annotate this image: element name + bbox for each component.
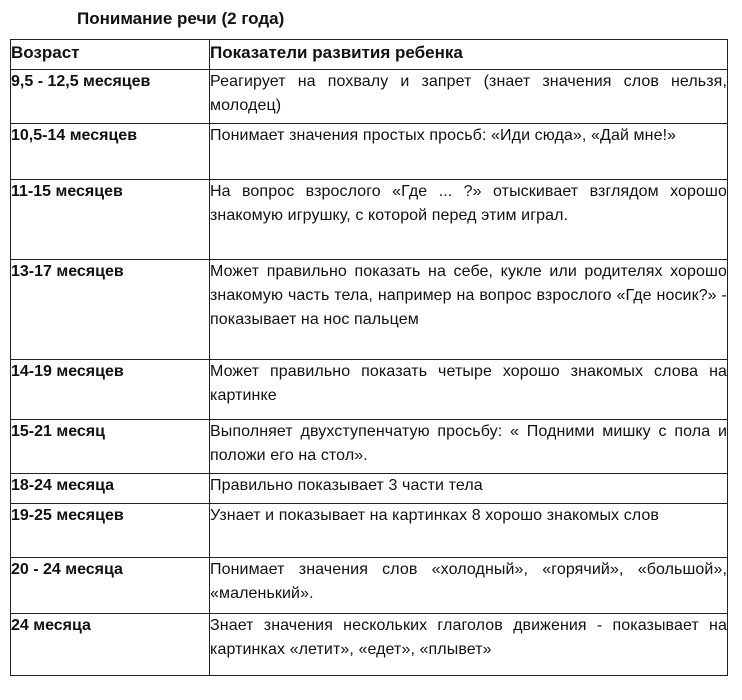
row-description: Понимает значения слов «холодный», «горячий», «большой», «маленький». [210,558,728,614]
row-age: 10,5-14 месяцев [11,124,210,180]
row-description: Правильно показывает 3 части тела [210,474,728,504]
row-description: Знает значения нескольких глаголов движения - показывает на картинках «летит», «едет», «плывет» [210,614,728,676]
row-age: 11-15 месяцев [11,180,210,260]
row-age: 24 месяца [11,614,210,676]
header-indicators: Показатели развития ребенка [210,40,728,70]
row-description: На вопрос взрослого «Где ... ?» отыскивает взглядом хорошо знакомую игрушку, с которой перед этим играл. [210,180,728,260]
table-row [11,474,728,504]
row-description: Узнает и показывает на картинках 8 хорошо знакомых слов [210,504,728,558]
row-description: Реагирует на похвалу и запрет (знает значения слов нельзя, молодец) [210,70,728,124]
row-age: 19-25 месяцев [11,504,210,558]
row-age: 18-24 месяца [11,474,210,504]
table-row [11,420,728,474]
row-age: 13-17 месяцев [11,260,210,360]
table-row [11,260,728,360]
table-row [11,558,728,614]
row-description: Может правильно показать на себе, кукле или родителях хорошо знакомую часть тела, например на вопрос взрослого «Где носик?» - показывает на нос пальцем [210,260,728,360]
speech-development-table [10,39,728,676]
table-row [11,614,728,676]
table-row [11,124,728,180]
row-age: 15-21 месяц [11,420,210,474]
document-title: Понимание речи (2 года) [77,9,285,28]
header-age: Возраст [11,40,210,70]
row-age: 20 - 24 месяца [11,558,210,614]
row-description: Понимает значения простых просьб: «Иди сюда», «Дай мне!» [210,124,728,180]
table-row [11,180,728,260]
row-age: 14-19 месяцев [11,360,210,420]
row-age: 9,5 - 12,5 месяцев [11,70,210,124]
table-row [11,70,728,124]
table-header-row [11,40,728,70]
table-row [11,360,728,420]
table-row [11,504,728,558]
row-description: Выполняет двухступенчатую просьбу: « Подними мишку с пола и положи его на стол». [210,420,728,474]
row-description: Может правильно показать четыре хорошо знакомых слова на картинке [210,360,728,420]
